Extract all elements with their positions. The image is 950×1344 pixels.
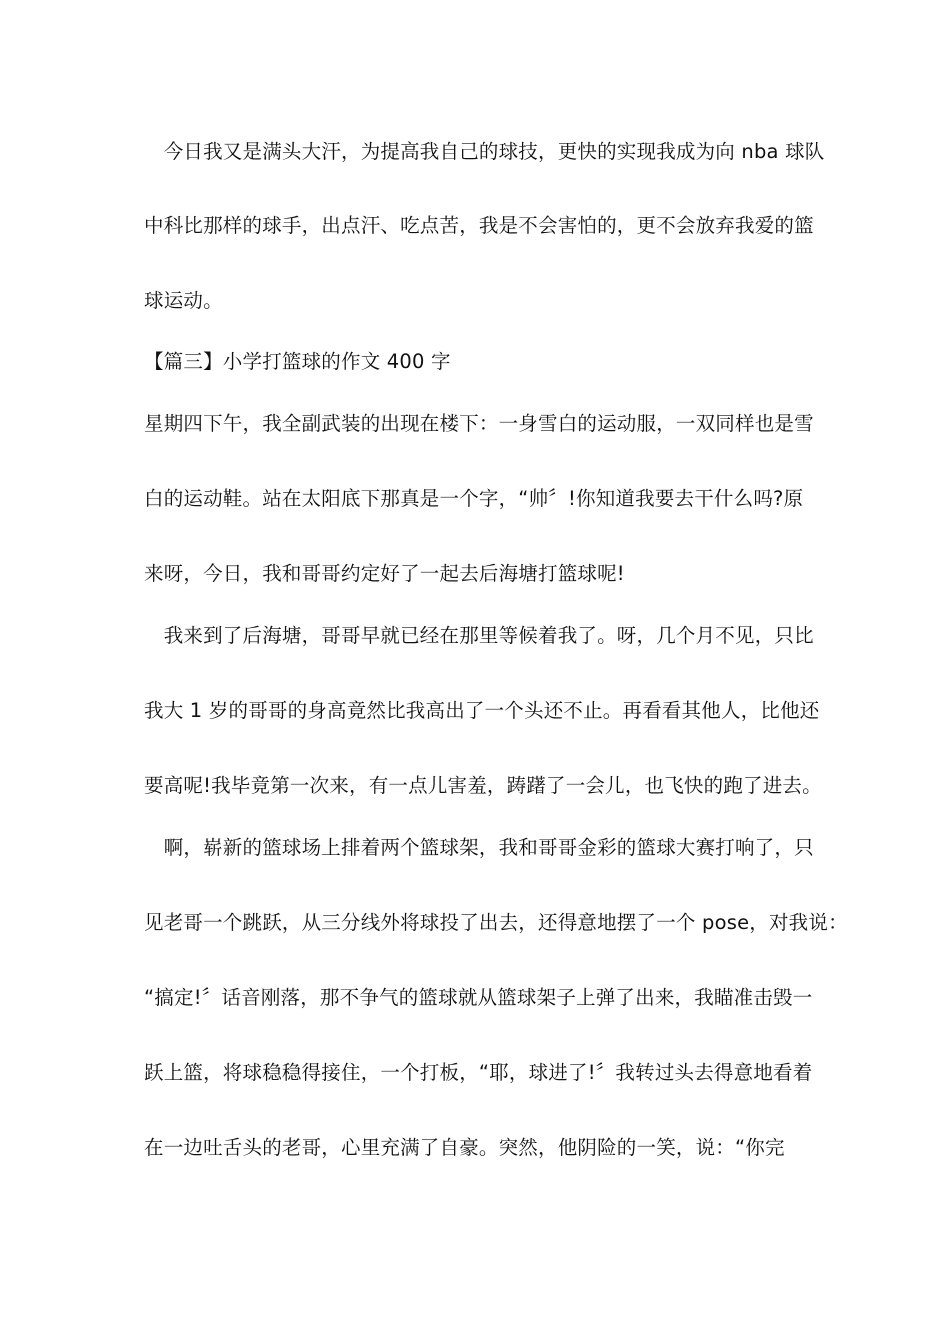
paragraph-line-5: 白的运动鞋。站在太阳底下那真是一个字，“帅〞!你知道我要去干什么吗?原 <box>144 487 804 510</box>
paragraph-line-7: 我来到了后海塘，哥哥早就已经在那里等候着我了。呀，几个月不见，只比 <box>144 624 814 647</box>
paragraph-line-9: 要高呢!我毕竟第一次来，有一点儿害羞，踌躇了一会儿，也飞快的跑了进去。 <box>144 774 822 797</box>
paragraph-line-2: 中科比那样的球手，出点汗、吃点苦，我是不会害怕的，更不会放弃我爱的篮 <box>144 214 814 237</box>
paragraph-line-13: 跃上篮，将球稳稳得接住，一个打板，“耶，球进了!〞我转过头去得意地看着 <box>144 1061 813 1084</box>
paragraph-line-12: “搞定!〞话音刚落，那不争气的篮球就从篮球架子上弹了出来，我瞄准击毁一 <box>144 986 813 1009</box>
paragraph-line-1: 今日我又是满头大汗，为提高我自己的球技，更快的实现我成为向 nba 球队 <box>144 140 825 163</box>
paragraph-line-4: 星期四下午，我全副武装的出现在楼下：一身雪白的运动服，一双同样也是雪 <box>144 412 814 435</box>
paragraph-line-6: 来呀，今日，我和哥哥约定好了一起去后海塘打篮球呢! <box>144 562 625 585</box>
paragraph-line-8: 我大 1 岁的哥哥的身高竟然比我高出了一个头还不止。再看看其他人，比他还 <box>144 699 820 722</box>
paragraph-line-14: 在一边吐舌头的老哥，心里充满了自豪。突然，他阴险的一笑，说：“你完 <box>144 1136 785 1159</box>
paragraph-line-10: 啊，崭新的篮球场上排着两个篮球架，我和哥哥金彩的篮球大赛打响了，只 <box>144 836 814 859</box>
section-heading: 【篇三】小学打篮球的作文 400 字 <box>144 350 451 373</box>
paragraph-line-3: 球运动。 <box>144 289 223 312</box>
paragraph-line-11: 见老哥一个跳跃，从三分线外将球投了出去，还得意地摆了一个 pose，对我说： <box>144 911 848 934</box>
